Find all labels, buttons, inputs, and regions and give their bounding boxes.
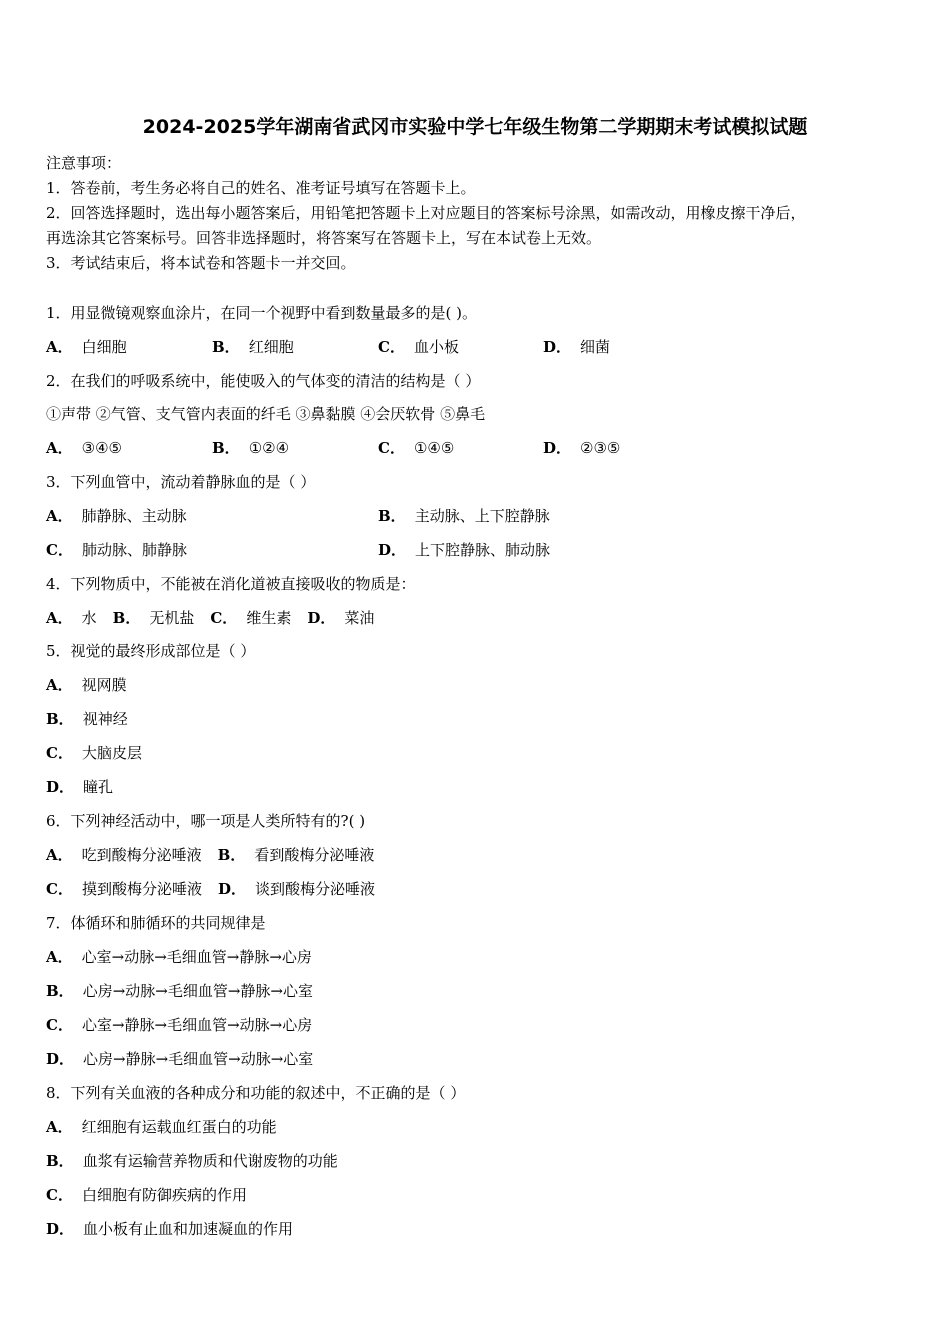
q8-option-a: A． 红细胞有运载血红蛋白的功能 — [46, 1118, 277, 1136]
q7-option-b: B． 心房→动脉→毛细血管→静脉→心室 — [46, 982, 313, 1000]
q7-option-c: C． 心室→静脉→毛细血管→动脉→心房 — [46, 1016, 313, 1034]
q4-option-a: 水 — [81, 609, 97, 627]
q3-option-a: A． 肺静脉、主动脉 — [46, 507, 187, 525]
q6-option-c: 摸到酸梅分泌唾液 — [81, 880, 202, 898]
question-7-stem: 7．体循环和肺循环的共同规律是 — [46, 914, 266, 932]
q3-option-b: B． 主动脉、上下腔静脉 — [378, 507, 550, 525]
q4-options-row: A． 水 B． 无机盐 C． 维生素 D． 菜油 — [46, 609, 375, 627]
q2-option-a: A． ③④⑤ — [46, 439, 122, 457]
page-title: 2024-2025学年湖南省武冈市实验中学七年级生物第二学期期末考试模拟试题 — [142, 116, 808, 138]
q8-option-c: C． 白细胞有防御疾病的作用 — [46, 1186, 247, 1204]
q7-option-d: D． 心房→静脉→毛细血管→动脉→心室 — [46, 1050, 314, 1068]
q8-option-b: B． 血浆有运输营养物质和代谢废物的功能 — [46, 1152, 338, 1170]
q1-option-a: A． 白细胞 — [46, 338, 127, 356]
q6-option-a: 吃到酸梅分泌唾液 — [81, 846, 202, 864]
q3-option-d: D． 上下腔静脉、肺动脉 — [378, 541, 551, 559]
q1-option-b: B． 红细胞 — [212, 338, 294, 356]
question-6-stem: 6．下列神经活动中，哪一项是人类所特有的?( ) — [46, 812, 366, 830]
notice-heading: 注意事项： — [46, 154, 122, 172]
question-3-stem: 3．下列血管中，流动着静脉血的是（ ） — [46, 473, 316, 491]
q5-option-a: A． 视网膜 — [46, 676, 127, 694]
notice-item: 3．考试结束后，将本试卷和答题卡一并交回。 — [46, 254, 356, 272]
notice-item: 2．回答选择题时，选出每小题答案后，用铅笔把答题卡上对应题目的答案标号涂黑，如需改动，用橡皮擦干净后， — [46, 204, 806, 222]
q5-option-d: D． 瞳孔 — [46, 778, 114, 796]
q6-options-row-1: A． 吃到酸梅分泌唾液 B． 看到酸梅分泌唾液 — [46, 846, 375, 864]
q1-option-d: D． 细菌 — [543, 338, 611, 356]
q5-option-c: C． 大脑皮层 — [46, 744, 142, 762]
q2-option-b: B． ①②④ — [212, 439, 290, 457]
q1-option-c: C． 血小板 — [378, 338, 459, 356]
question-1-stem: 1．用显微镜观察血涂片，在同一个视野中看到数量最多的是( )。 — [46, 304, 478, 322]
q6-option-b: 看到酸梅分泌唾液 — [254, 846, 375, 864]
q6-option-d: 谈到酸梅分泌唾液 — [254, 880, 375, 898]
question-8-stem: 8．下列有关血液的各种成分和功能的叙述中，不正确的是（ ） — [46, 1084, 466, 1102]
question-2-choices: ①声带 ②气管、支气管内表面的纤毛 ③鼻黏膜 ④会厌软骨 ⑤鼻毛 — [46, 405, 486, 423]
q6-options-row-2: C． 摸到酸梅分泌唾液 D． 谈到酸梅分泌唾液 — [46, 880, 375, 898]
question-5-stem: 5．视觉的最终形成部位是（ ） — [46, 642, 256, 660]
notice-item: 1．答卷前，考生务必将自己的姓名、准考证号填写在答题卡上。 — [46, 179, 476, 197]
q8-option-d: D． 血小板有止血和加速凝血的作用 — [46, 1220, 294, 1238]
q7-option-a: A． 心室→动脉→毛细血管→静脉→心房 — [46, 948, 312, 966]
notice-item: 再选涂其它答案标号。回答非选择题时，将答案写在答题卡上，写在本试卷上无效。 — [46, 229, 602, 247]
q4-option-b: 无机盐 — [149, 609, 195, 627]
q2-option-d: D． ②③⑤ — [543, 439, 621, 457]
q3-option-c: C． 肺动脉、肺静脉 — [46, 541, 187, 559]
q5-option-b: B． 视神经 — [46, 710, 128, 728]
question-2-stem: 2．在我们的呼吸系统中，能使吸入的气体变的清洁的结构是（ ） — [46, 372, 481, 390]
q4-option-d: 菜油 — [344, 609, 375, 627]
q4-option-c: 维生素 — [246, 609, 292, 627]
question-4-stem: 4．下列物质中，不能被在消化道被直接吸收的物质是： — [46, 575, 416, 593]
q2-option-c: C． ①④⑤ — [378, 439, 455, 457]
